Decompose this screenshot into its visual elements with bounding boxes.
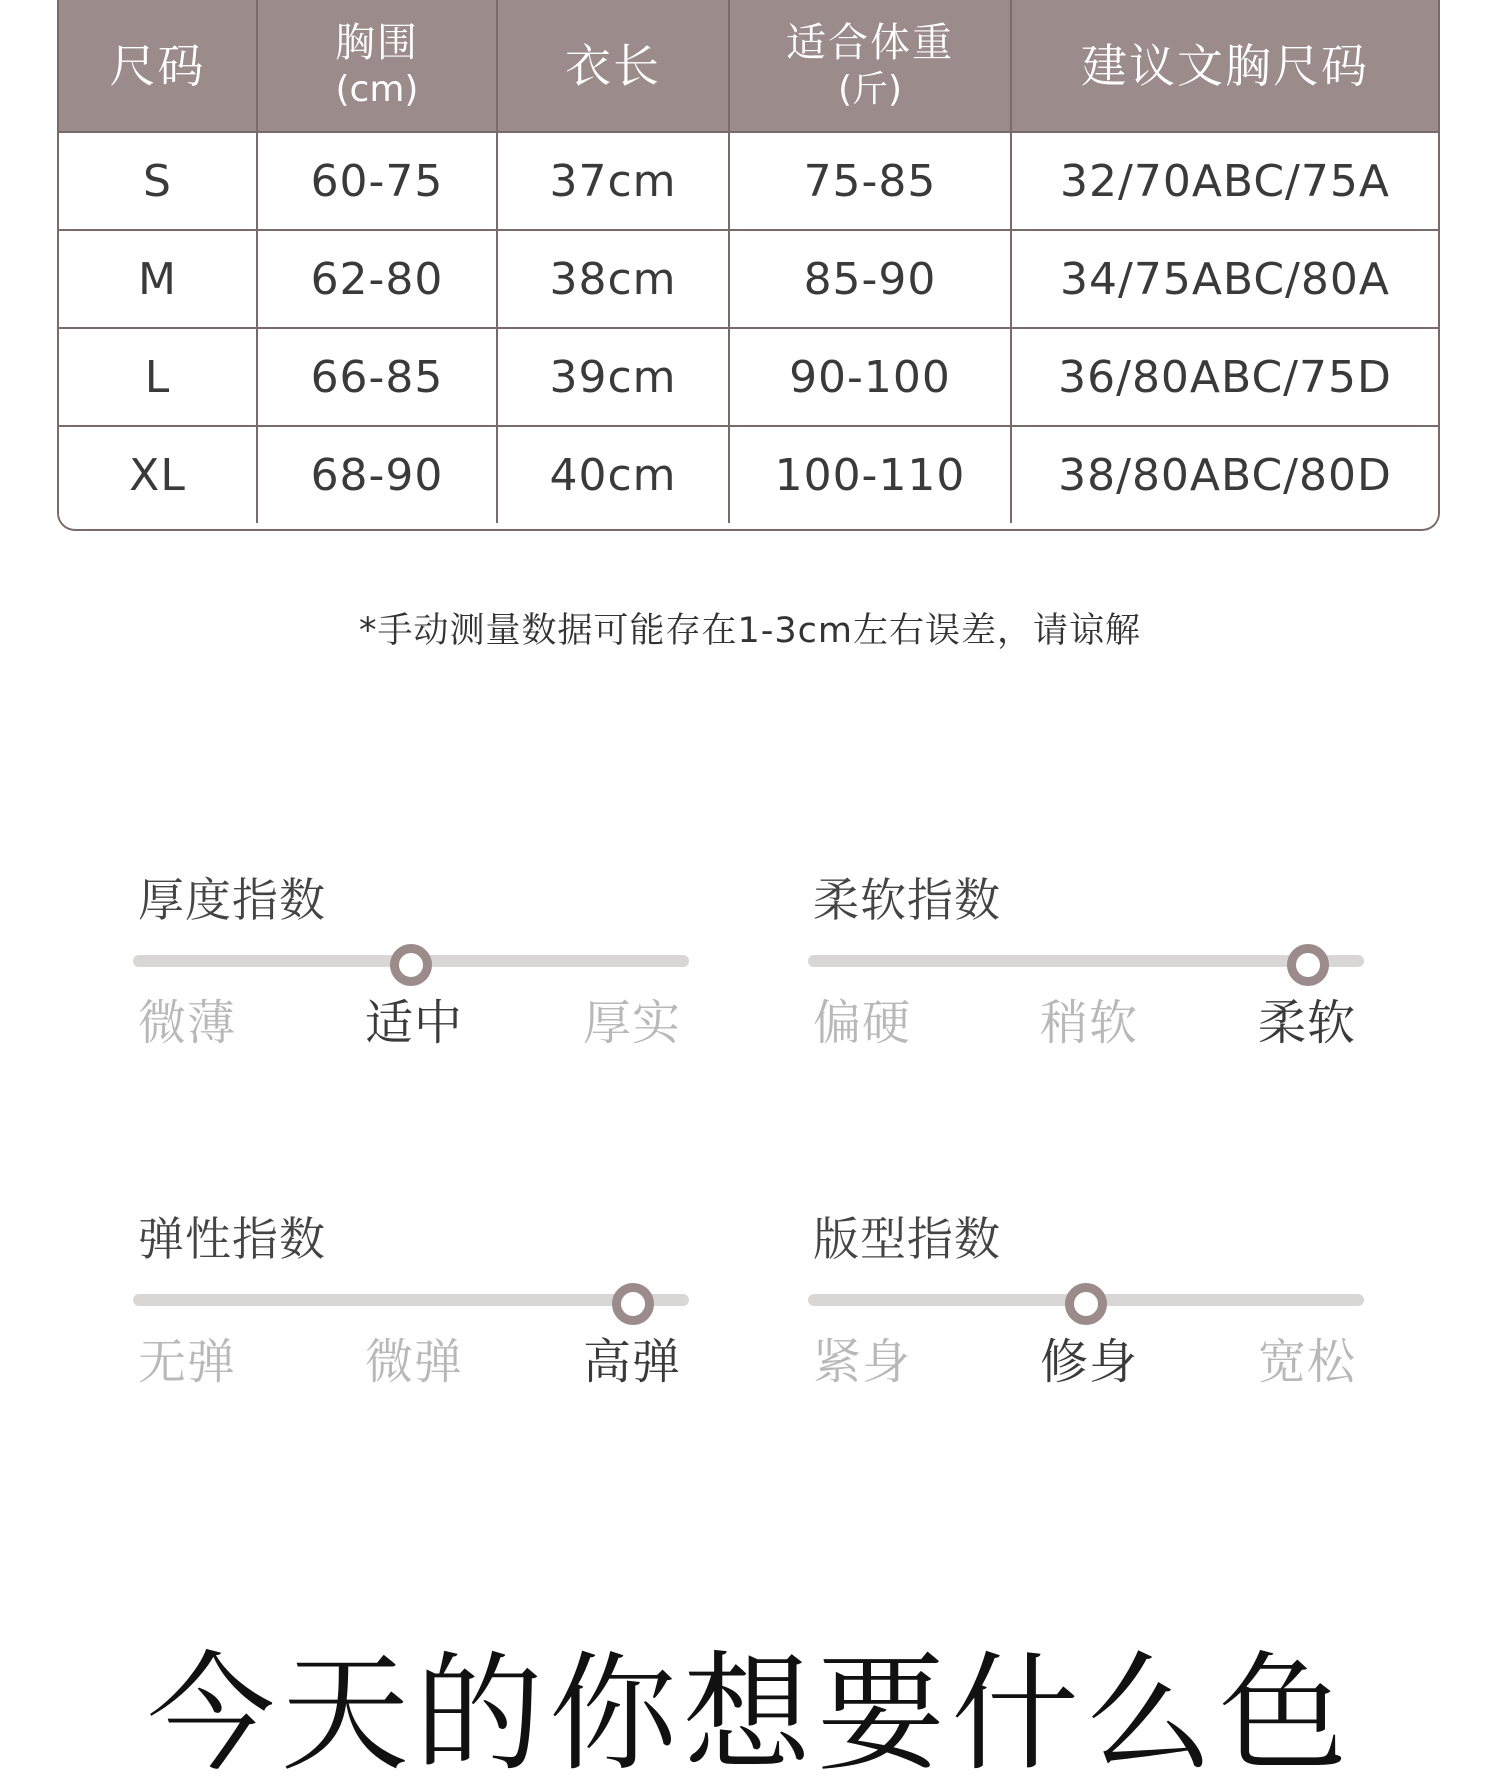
cell-size: XL bbox=[129, 449, 186, 501]
index-knob bbox=[612, 1283, 654, 1325]
cell-size: S bbox=[143, 155, 172, 207]
table-row bbox=[59, 229, 1438, 327]
cell-bust: 68-90 bbox=[256, 427, 496, 523]
index-title: 柔软指数 bbox=[813, 873, 1001, 927]
cell-weight: 100-110 bbox=[728, 427, 1010, 523]
index-option: 偏硬 bbox=[813, 995, 912, 1051]
elasticity-index bbox=[138, 1211, 698, 1411]
header-weight-label: 适合体重 bbox=[786, 19, 954, 66]
table-header-row bbox=[59, 0, 1438, 131]
cell-weight: 85-90 bbox=[728, 231, 1010, 327]
index-knob bbox=[1287, 944, 1329, 986]
index-title: 弹性指数 bbox=[138, 1212, 326, 1266]
header-size-label: 尺码 bbox=[109, 38, 206, 93]
cell-bust: 66-85 bbox=[256, 329, 496, 425]
index-option: 微弹 bbox=[365, 1334, 464, 1390]
header-weight-unit: (斤) bbox=[837, 68, 903, 110]
cell-weight: 90-100 bbox=[728, 329, 1010, 425]
header-length-label: 衣长 bbox=[565, 38, 661, 93]
header-bust bbox=[256, 0, 496, 131]
table-row bbox=[59, 425, 1438, 523]
cell-length: 37cm bbox=[496, 133, 728, 229]
header-length bbox=[496, 0, 728, 131]
index-option: 厚实 bbox=[583, 995, 682, 1051]
color-section-heading: 今天的你想要什么色 bbox=[146, 1640, 1353, 1789]
index-option: 紧身 bbox=[813, 1334, 912, 1390]
index-option: 微薄 bbox=[138, 995, 237, 1051]
header-bust-label: 胸围 bbox=[335, 19, 419, 66]
table-row bbox=[59, 131, 1438, 229]
header-bust-unit: (cm) bbox=[335, 68, 419, 110]
index-track bbox=[133, 1294, 689, 1306]
fit-index bbox=[813, 1211, 1373, 1411]
index-knob bbox=[390, 944, 432, 986]
cell-bra-size: 38/80ABC/80D bbox=[1010, 427, 1438, 523]
size-chart-table bbox=[57, 0, 1440, 531]
index-option: 宽松 bbox=[1258, 1334, 1357, 1390]
index-knob bbox=[1065, 1283, 1107, 1325]
index-option: 修身 bbox=[1040, 1334, 1139, 1390]
header-bra-size bbox=[1010, 0, 1438, 131]
cell-length: 39cm bbox=[496, 329, 728, 425]
index-option: 无弹 bbox=[138, 1334, 237, 1390]
cell-size: L bbox=[144, 351, 171, 403]
index-title: 厚度指数 bbox=[138, 873, 326, 927]
cell-length: 38cm bbox=[496, 231, 728, 327]
header-weight bbox=[728, 0, 1010, 131]
cell-length: 40cm bbox=[496, 427, 728, 523]
cell-bra-size: 36/80ABC/75D bbox=[1010, 329, 1438, 425]
cell-bust: 62-80 bbox=[256, 231, 496, 327]
index-title: 版型指数 bbox=[813, 1212, 1001, 1266]
cell-bra-size: 34/75ABC/80A bbox=[1010, 231, 1438, 327]
cell-size: M bbox=[138, 253, 177, 305]
header-size bbox=[59, 0, 256, 131]
softness-index bbox=[813, 872, 1373, 1072]
header-bra-size-label: 建议文胸尺码 bbox=[1081, 38, 1369, 93]
cell-weight: 75-85 bbox=[728, 133, 1010, 229]
cell-bra-size: 32/70ABC/75A bbox=[1010, 133, 1438, 229]
thickness-index bbox=[138, 872, 698, 1072]
cell-bust: 60-75 bbox=[256, 133, 496, 229]
table-row bbox=[59, 327, 1438, 425]
index-option: 适中 bbox=[365, 995, 464, 1051]
index-track bbox=[808, 955, 1364, 967]
index-option: 柔软 bbox=[1258, 995, 1357, 1051]
index-option: 稍软 bbox=[1040, 995, 1139, 1051]
index-option: 高弹 bbox=[583, 1334, 682, 1390]
measurement-note: *手动测量数据可能存在1-3cm左右误差，请谅解 bbox=[358, 611, 1141, 651]
